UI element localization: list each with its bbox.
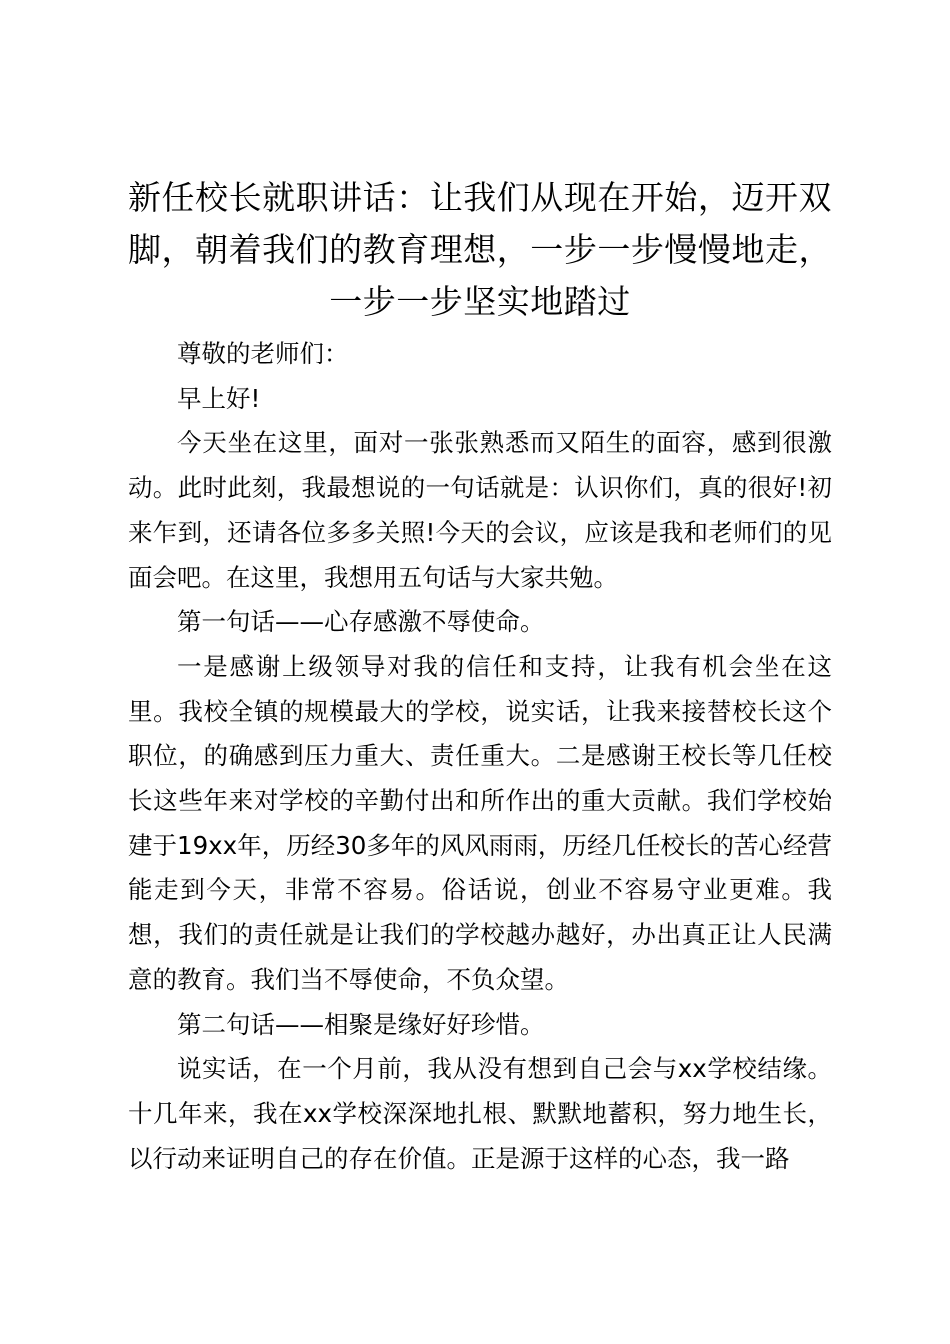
salutation: 尊敬的老师们： xyxy=(177,339,349,368)
greeting: 早上好! xyxy=(177,383,261,413)
paragraph-section-1: 一是感谢上级领导对我的信任和支持，让我有机会坐在这里。我校全镇的规模最大的学校，说实话，让我来接替校长这个职位，的确感到压力重大、责任重大。二是感谢王校长等几任校长这些年来对学校的辛勤付出和所作出的重大贡献。我们学校始建于19xx年，历经30多年的风风雨雨，历经几任校长的苦心经营能走到今天，非常不容易。俗话说，创业不容易守业更难。我想，我们的责任就是让我们的学校越办越好，办出真正让人民满意的教育。我们当不辱使命，不负众望。 xyxy=(128,651,832,994)
document-body xyxy=(128,172,832,1181)
document-title: 新任校长就职讲话：让我们从现在开始，迈开双脚，朝着我们的教育理想，一步一步慢慢地走，一步一步坚实地踏过 xyxy=(128,178,832,321)
paragraph-section-2: 说实话，在一个月前，我从没有想到自己会与xx学校结缘。十几年来，我在xx学校深深地扎根、默默地蓄积，努力地生长，以行动来证明自己的存在价值。正是源于这样的心态，我一路 xyxy=(128,1054,832,1173)
paragraph-intro: 今天坐在这里，面对一张张熟悉而又陌生的面容，感到很激动。此时此刻，我最想说的一句话就是：认识你们，真的很好!初来乍到，还请各位多多关照!今天的会议，应该是我和老师们的见面会吧。在这里，我想用五句话与大家共勉。 xyxy=(128,428,832,592)
section-heading-1: 第一句话——心存感激不辱使命。 xyxy=(177,607,545,637)
section-heading-2: 第二句话——相聚是缘好好珍惜。 xyxy=(177,1009,545,1039)
